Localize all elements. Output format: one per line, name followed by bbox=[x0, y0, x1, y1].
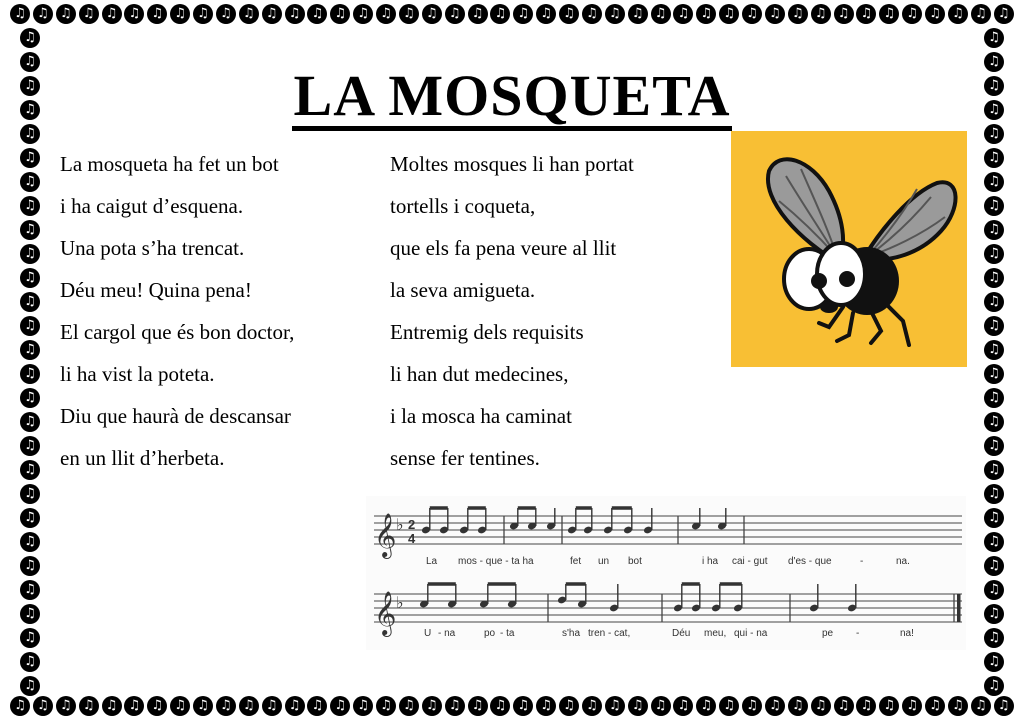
music-note-icon: ♫ bbox=[984, 436, 1004, 456]
music-note-icon: ♫ bbox=[285, 696, 305, 716]
music-note-icon: ♫ bbox=[673, 696, 693, 716]
music-note-icon: ♫ bbox=[925, 4, 945, 24]
music-note-icon: ♫ bbox=[984, 244, 1004, 264]
lyric-syllable: s'ha bbox=[562, 628, 581, 639]
music-note-icon: ♫ bbox=[399, 4, 419, 24]
music-note-icon: ♫ bbox=[239, 4, 259, 24]
music-note-icon: ♫ bbox=[984, 220, 1004, 240]
verse-line: tortells i coqueta, bbox=[390, 194, 536, 218]
music-note-icon: ♫ bbox=[651, 696, 671, 716]
music-note-icon: ♫ bbox=[445, 696, 465, 716]
music-note-icon: ♫ bbox=[262, 4, 282, 24]
music-note-icon: ♫ bbox=[628, 4, 648, 24]
music-note-icon: ♫ bbox=[719, 696, 739, 716]
music-note-icon: ♫ bbox=[984, 556, 1004, 576]
music-note-icon: ♫ bbox=[20, 532, 40, 552]
music-note-icon: ♫ bbox=[984, 148, 1004, 168]
verse-line: i la mosca ha caminat bbox=[390, 404, 572, 428]
music-note-icon: ♫ bbox=[468, 4, 488, 24]
lyric-syllable: La bbox=[426, 556, 438, 567]
music-note-icon: ♫ bbox=[902, 4, 922, 24]
treble-clef-icon: 𝄞 bbox=[374, 515, 397, 557]
music-note-icon: ♫ bbox=[742, 4, 762, 24]
music-note-icon: ♫ bbox=[696, 696, 716, 716]
music-note-icon: ♫ bbox=[902, 696, 922, 716]
music-note-icon: ♫ bbox=[20, 580, 40, 600]
music-note-icon: ♫ bbox=[879, 696, 899, 716]
lyric-syllable: po bbox=[484, 628, 496, 639]
music-note-icon: ♫ bbox=[330, 4, 350, 24]
treble-clef-icon: 𝄞 bbox=[374, 593, 397, 635]
music-note-icon: ♫ bbox=[20, 124, 40, 144]
music-note-icon: ♫ bbox=[984, 508, 1004, 528]
music-note-icon: ♫ bbox=[79, 696, 99, 716]
lyric-syllable: qui - na bbox=[734, 628, 768, 639]
music-note-icon: ♫ bbox=[422, 696, 442, 716]
flat-sign: ♭ bbox=[396, 517, 404, 534]
music-note-icon: ♫ bbox=[984, 76, 1004, 96]
music-note-icon: ♫ bbox=[765, 4, 785, 24]
music-note-icon: ♫ bbox=[376, 696, 396, 716]
music-note-icon: ♫ bbox=[20, 52, 40, 72]
music-note-icon: ♫ bbox=[984, 460, 1004, 480]
music-note-icon: ♫ bbox=[490, 696, 510, 716]
music-note-icon: ♫ bbox=[20, 196, 40, 216]
music-note-icon: ♫ bbox=[984, 196, 1004, 216]
lyric-syllable: - na bbox=[438, 628, 456, 639]
music-note-icon: ♫ bbox=[984, 652, 1004, 672]
music-note-icon: ♫ bbox=[170, 4, 190, 24]
music-note-icon: ♫ bbox=[102, 696, 122, 716]
music-note-icon: ♫ bbox=[984, 268, 1004, 288]
music-note-icon: ♫ bbox=[788, 696, 808, 716]
music-note-icon: ♫ bbox=[628, 696, 648, 716]
music-staff bbox=[366, 496, 966, 650]
music-note-icon: ♫ bbox=[984, 484, 1004, 504]
stanza-right bbox=[390, 143, 634, 479]
music-note-icon: ♫ bbox=[719, 4, 739, 24]
lyric-syllable: mos - que - ta ha bbox=[458, 556, 534, 567]
music-note-icon: ♫ bbox=[353, 4, 373, 24]
music-note-icon: ♫ bbox=[984, 412, 1004, 432]
verse-line: que els fa pena veure al llit bbox=[390, 236, 617, 260]
music-note-icon: ♫ bbox=[984, 580, 1004, 600]
music-note-icon: ♫ bbox=[994, 4, 1014, 24]
music-note-icon: ♫ bbox=[765, 696, 785, 716]
music-note-icon: ♫ bbox=[984, 292, 1004, 312]
music-note-icon: ♫ bbox=[696, 4, 716, 24]
lyric-syllable: d'es - que bbox=[788, 556, 832, 567]
music-note-icon: ♫ bbox=[984, 388, 1004, 408]
verse-line: Entremig dels requisits bbox=[390, 320, 584, 344]
music-note-icon: ♫ bbox=[536, 696, 556, 716]
music-note-icon: ♫ bbox=[20, 340, 40, 360]
music-note-icon: ♫ bbox=[33, 4, 53, 24]
music-note-icon: ♫ bbox=[20, 604, 40, 624]
music-note-icon: ♫ bbox=[79, 4, 99, 24]
fly-illustration bbox=[731, 131, 967, 367]
music-note-icon: ♫ bbox=[879, 4, 899, 24]
music-note-icon: ♫ bbox=[353, 696, 373, 716]
lyric-syllable: - bbox=[856, 628, 860, 639]
music-note-icon: ♫ bbox=[536, 4, 556, 24]
music-note-icon: ♫ bbox=[20, 652, 40, 672]
music-note-icon: ♫ bbox=[307, 4, 327, 24]
music-note-icon: ♫ bbox=[559, 4, 579, 24]
lyric-syllable: cai - gut bbox=[732, 556, 768, 567]
music-note-icon: ♫ bbox=[582, 696, 602, 716]
lyric-syllable: na! bbox=[900, 628, 914, 639]
lyric-syllable: na. bbox=[896, 556, 910, 567]
music-note-icon: ♫ bbox=[984, 28, 1004, 48]
music-note-icon: ♫ bbox=[605, 696, 625, 716]
final-bar-line bbox=[957, 594, 961, 622]
music-note-icon: ♫ bbox=[948, 696, 968, 716]
music-note-icon: ♫ bbox=[20, 412, 40, 432]
lyric-syllable: i ha bbox=[702, 556, 719, 567]
lyric-syllable: - ta bbox=[500, 628, 515, 639]
flat-sign: ♭ bbox=[396, 595, 404, 612]
music-note-icon: ♫ bbox=[984, 172, 1004, 192]
music-note-icon: ♫ bbox=[673, 4, 693, 24]
verse-line: Diu que haurà de descansar bbox=[60, 404, 291, 428]
music-note-icon: ♫ bbox=[193, 696, 213, 716]
music-note-icon: ♫ bbox=[20, 628, 40, 648]
music-note-icon: ♫ bbox=[971, 696, 991, 716]
verse-line: La mosqueta ha fet un bot bbox=[60, 152, 279, 176]
music-note-icon: ♫ bbox=[582, 4, 602, 24]
music-note-icon: ♫ bbox=[984, 364, 1004, 384]
music-note-icon: ♫ bbox=[239, 696, 259, 716]
music-note-icon: ♫ bbox=[399, 696, 419, 716]
music-note-icon: ♫ bbox=[971, 4, 991, 24]
music-note-icon: ♫ bbox=[994, 696, 1014, 716]
music-note-icon: ♫ bbox=[490, 4, 510, 24]
music-note-icon: ♫ bbox=[10, 696, 30, 716]
time-signature-top: 2 bbox=[408, 517, 416, 532]
music-note-icon: ♫ bbox=[20, 484, 40, 504]
verse-line: li ha vist la poteta. bbox=[60, 362, 215, 386]
music-note-icon: ♫ bbox=[20, 676, 40, 696]
music-note-icon: ♫ bbox=[984, 124, 1004, 144]
music-note-icon: ♫ bbox=[56, 696, 76, 716]
music-note-icon: ♫ bbox=[307, 696, 327, 716]
music-note-icon: ♫ bbox=[20, 244, 40, 264]
music-note-icon: ♫ bbox=[56, 4, 76, 24]
music-note-icon: ♫ bbox=[468, 696, 488, 716]
verse-line: li han dut medecines, bbox=[390, 362, 569, 386]
lyric-syllable: - bbox=[860, 556, 864, 567]
music-note-icon: ♫ bbox=[513, 4, 533, 24]
music-note-icon: ♫ bbox=[20, 388, 40, 408]
music-note-icon: ♫ bbox=[925, 696, 945, 716]
music-note-icon: ♫ bbox=[20, 268, 40, 288]
music-note-icon: ♫ bbox=[102, 4, 122, 24]
music-note-icon: ♫ bbox=[20, 364, 40, 384]
music-note-icon: ♫ bbox=[984, 100, 1004, 120]
fly-icon bbox=[731, 131, 967, 367]
music-note-icon: ♫ bbox=[20, 28, 40, 48]
music-note-icon: ♫ bbox=[285, 4, 305, 24]
lyric-syllable: U bbox=[424, 628, 432, 639]
border-top bbox=[0, 4, 1024, 28]
music-note-icon: ♫ bbox=[376, 4, 396, 24]
music-note-icon: ♫ bbox=[742, 696, 762, 716]
music-note-icon: ♫ bbox=[20, 76, 40, 96]
music-note-icon: ♫ bbox=[984, 340, 1004, 360]
lyric-syllable: meu, bbox=[704, 628, 727, 639]
music-note-icon: ♫ bbox=[834, 4, 854, 24]
verse-line: la seva amigueta. bbox=[390, 278, 536, 302]
verse-line: El cargol que és bon doctor, bbox=[60, 320, 295, 344]
music-note-icon: ♫ bbox=[170, 696, 190, 716]
verse-line: sense fer tentines. bbox=[390, 446, 540, 470]
music-note-icon: ♫ bbox=[984, 628, 1004, 648]
music-note-icon: ♫ bbox=[20, 316, 40, 336]
lyric-syllable: Déu bbox=[672, 628, 691, 639]
music-note-icon: ♫ bbox=[984, 604, 1004, 624]
music-note-icon: ♫ bbox=[124, 4, 144, 24]
music-note-icon: ♫ bbox=[20, 220, 40, 240]
verse-line: Moltes mosques li han portat bbox=[390, 152, 634, 176]
music-note-icon: ♫ bbox=[20, 460, 40, 480]
music-note-icon: ♫ bbox=[20, 100, 40, 120]
music-note-icon: ♫ bbox=[422, 4, 442, 24]
music-note-icon: ♫ bbox=[262, 696, 282, 716]
music-note-icon: ♫ bbox=[445, 4, 465, 24]
music-note-icon: ♫ bbox=[834, 696, 854, 716]
music-note-icon: ♫ bbox=[33, 696, 53, 716]
music-note-icon: ♫ bbox=[147, 4, 167, 24]
music-note-icon: ♫ bbox=[193, 4, 213, 24]
lyric-syllable: un bbox=[598, 556, 610, 567]
music-note-icon: ♫ bbox=[20, 148, 40, 168]
music-note-icon: ♫ bbox=[651, 4, 671, 24]
verse-line: Una pota s’ha trencat. bbox=[60, 236, 245, 260]
music-note-icon: ♫ bbox=[811, 696, 831, 716]
page-title: LA MOSQUETA bbox=[0, 62, 1024, 131]
lyric-syllable: fet bbox=[570, 556, 582, 567]
lyric-syllable: bot bbox=[628, 556, 642, 567]
lyric-syllable: tren - cat, bbox=[588, 628, 631, 639]
stanza-left bbox=[60, 143, 294, 479]
music-note-icon: ♫ bbox=[216, 696, 236, 716]
music-note-icon: ♫ bbox=[984, 316, 1004, 336]
lyric-syllable: pe bbox=[822, 628, 834, 639]
music-note-icon: ♫ bbox=[147, 696, 167, 716]
music-score bbox=[366, 496, 966, 650]
music-note-icon: ♫ bbox=[20, 508, 40, 528]
music-note-icon: ♫ bbox=[856, 696, 876, 716]
music-note-icon: ♫ bbox=[330, 696, 350, 716]
music-note-icon: ♫ bbox=[124, 696, 144, 716]
music-note-icon: ♫ bbox=[605, 4, 625, 24]
music-note-icon: ♫ bbox=[20, 436, 40, 456]
music-note-icon: ♫ bbox=[984, 532, 1004, 552]
music-note-icon: ♫ bbox=[20, 292, 40, 312]
music-note-icon: ♫ bbox=[856, 4, 876, 24]
verse-line: Déu meu! Quina pena! bbox=[60, 278, 252, 302]
music-note-icon: ♫ bbox=[559, 696, 579, 716]
music-note-icon: ♫ bbox=[20, 556, 40, 576]
verse-line: i ha caigut d’esquena. bbox=[60, 194, 244, 218]
border-bottom bbox=[0, 696, 1024, 720]
music-note-icon: ♫ bbox=[20, 172, 40, 192]
music-note-icon: ♫ bbox=[10, 4, 30, 24]
time-signature-bottom: 4 bbox=[408, 531, 416, 546]
music-note-icon: ♫ bbox=[984, 52, 1004, 72]
music-note-icon: ♫ bbox=[984, 676, 1004, 696]
music-note-icon: ♫ bbox=[788, 4, 808, 24]
music-note-icon: ♫ bbox=[811, 4, 831, 24]
music-note-icon: ♫ bbox=[513, 696, 533, 716]
verse-line: en un llit d’herbeta. bbox=[60, 446, 225, 470]
music-note-icon: ♫ bbox=[216, 4, 236, 24]
music-note-icon: ♫ bbox=[948, 4, 968, 24]
